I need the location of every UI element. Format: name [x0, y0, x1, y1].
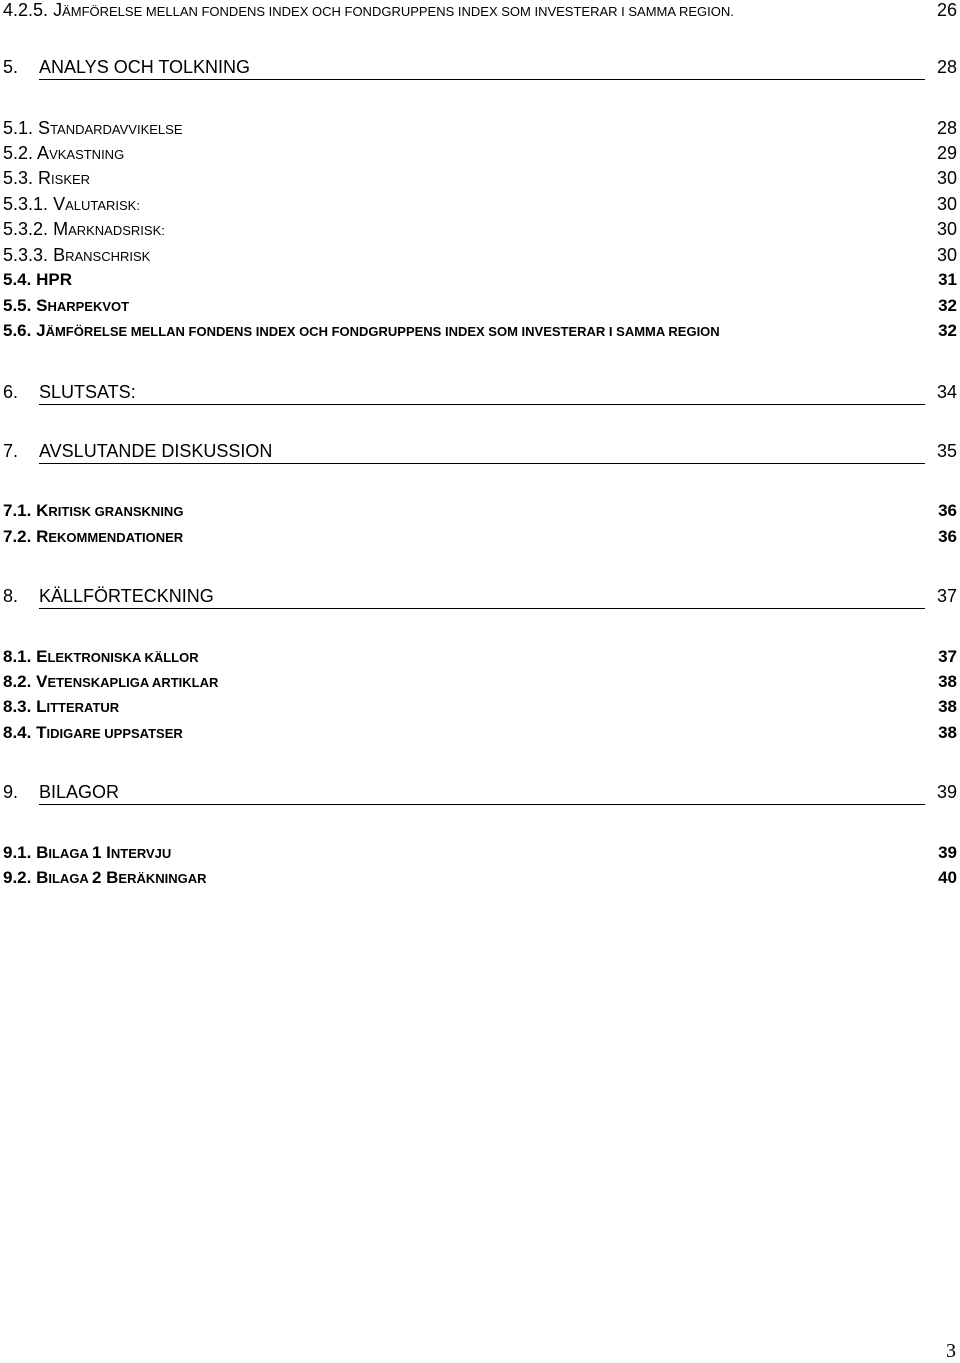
toc-number: 8.3.: [3, 697, 32, 716]
toc-page: 40: [938, 868, 957, 887]
toc-page: 38: [938, 697, 957, 716]
toc-page: 30: [936, 219, 957, 239]
toc-page: 29: [936, 143, 957, 163]
toc-number: 8.: [3, 586, 19, 606]
toc-number: 8.1.: [3, 647, 32, 666]
toc-title: AVSLUTANDE DISKUSSION: [39, 441, 925, 464]
toc-page: 30: [936, 194, 957, 214]
toc-number: 9.1.: [3, 843, 32, 862]
toc-entry-5-2[interactable]: 5.2. AVKASTNING 29: [3, 143, 957, 163]
toc-page: 32: [938, 321, 957, 340]
toc-page: 36: [938, 501, 957, 520]
toc-entry-7-1[interactable]: 7.1. KRITISK GRANSKNING 36: [3, 501, 957, 520]
toc-number: 6.: [3, 382, 19, 402]
toc-title: ANALYS OCH TOLKNING: [39, 57, 925, 80]
toc-page: 39: [938, 843, 957, 862]
toc-chapter-5[interactable]: [3, 57, 957, 81]
toc-number: 5.3.1.: [3, 194, 49, 214]
toc-page: 26: [936, 0, 957, 20]
toc-chapter-8[interactable]: [3, 586, 957, 610]
toc-chapter-9[interactable]: [3, 782, 957, 806]
toc-entry-8-1[interactable]: 8.1. ELEKTRONISKA KÄLLOR 37: [3, 647, 957, 666]
toc-number: 5.2.: [3, 143, 34, 163]
toc-number: 5.6.: [3, 321, 32, 340]
toc-number: 7.2.: [3, 527, 32, 546]
toc-number: 9.2.: [3, 868, 32, 887]
toc-page: 38: [938, 723, 957, 742]
toc-entry-9-1[interactable]: 9.1. BILAGA 1 INTERVJU 39: [3, 843, 957, 862]
toc-page: 30: [936, 168, 957, 188]
toc-number: 7.: [3, 441, 19, 461]
toc-page: 28: [936, 118, 957, 138]
toc-chapter-6[interactable]: [3, 382, 957, 406]
toc-entry-7-2[interactable]: 7.2. REKOMMENDATIONER 36: [3, 527, 957, 546]
toc-number: 5.4.: [3, 270, 32, 289]
toc-title: KÄLLFÖRTECKNING: [39, 586, 925, 609]
toc-number: 4.2.5.: [3, 0, 49, 20]
toc-page: 28: [936, 57, 957, 77]
toc-title: HPR: [36, 270, 72, 289]
toc-page: 31: [938, 270, 957, 289]
toc-number: 7.1.: [3, 501, 32, 520]
toc-page: 38: [938, 672, 957, 691]
toc-page: 37: [938, 647, 957, 666]
toc-number: 5.3.3.: [3, 245, 49, 265]
toc-entry-5-3[interactable]: 5.3. RISKER 30: [3, 168, 957, 188]
toc-number: 5.: [3, 57, 19, 77]
toc-number: 5.1.: [3, 118, 34, 138]
toc-page: 37: [936, 586, 957, 606]
toc-entry-5-1[interactable]: 5.1. STANDARDAVVIKELSE 28: [3, 118, 957, 138]
toc-entry-8-3[interactable]: 8.3. LITTERATUR 38: [3, 697, 957, 716]
toc-chapter-7[interactable]: [3, 441, 957, 465]
toc-title: BILAGOR: [39, 782, 925, 805]
toc-entry-5-5[interactable]: 5.5. SHARPEKVOT 32: [3, 296, 957, 315]
toc-page: 30: [936, 245, 957, 265]
toc-page: 32: [938, 296, 957, 315]
toc-entry-5-4[interactable]: [3, 270, 957, 294]
toc-page: 36: [938, 527, 957, 546]
toc-entry-5-3-3[interactable]: 5.3.3. BRANSCHRISK 30: [3, 245, 957, 265]
toc-number: 5.3.: [3, 168, 34, 188]
toc-entry-5-6[interactable]: 5.6. JÄMFÖRELSE MELLAN FONDENS INDEX OCH FONDGRUPPENS INDEX SOM INVESTERAR I SAMMA REGION 32: [3, 321, 957, 340]
toc-number: 5.3.2.: [3, 219, 49, 239]
toc-entry-5-3-1[interactable]: 5.3.1. VALUTARISK: 30: [3, 194, 957, 214]
toc-page: 34: [936, 382, 957, 402]
toc-page: 39: [936, 782, 957, 802]
toc-entry-4-2-5[interactable]: 4.2.5. JÄMFÖRELSE MELLAN FONDENS INDEX OCH FONDGRUPPENS INDEX SOM INVESTERAR I SAMMA REGION. 26: [3, 0, 957, 20]
toc-entry-5-3-2[interactable]: 5.3.2. MARKNADSRISK: 30: [3, 219, 957, 239]
toc-number: 5.5.: [3, 296, 32, 315]
toc-entry-8-2[interactable]: 8.2. VETENSKAPLIGA ARTIKLAR 38: [3, 672, 957, 691]
page-number: 3: [946, 1340, 956, 1362]
toc-number: 8.4.: [3, 723, 32, 742]
toc-entry-8-4[interactable]: 8.4. TIDIGARE UPPSATSER 38: [3, 723, 957, 742]
toc-number: 8.2.: [3, 672, 32, 691]
toc-page: 35: [936, 441, 957, 461]
toc-title: SLUTSATS:: [39, 382, 925, 405]
toc-number: 9.: [3, 782, 19, 802]
toc-entry-9-2[interactable]: 9.2. BILAGA 2 BERÄKNINGAR 40: [3, 868, 957, 887]
